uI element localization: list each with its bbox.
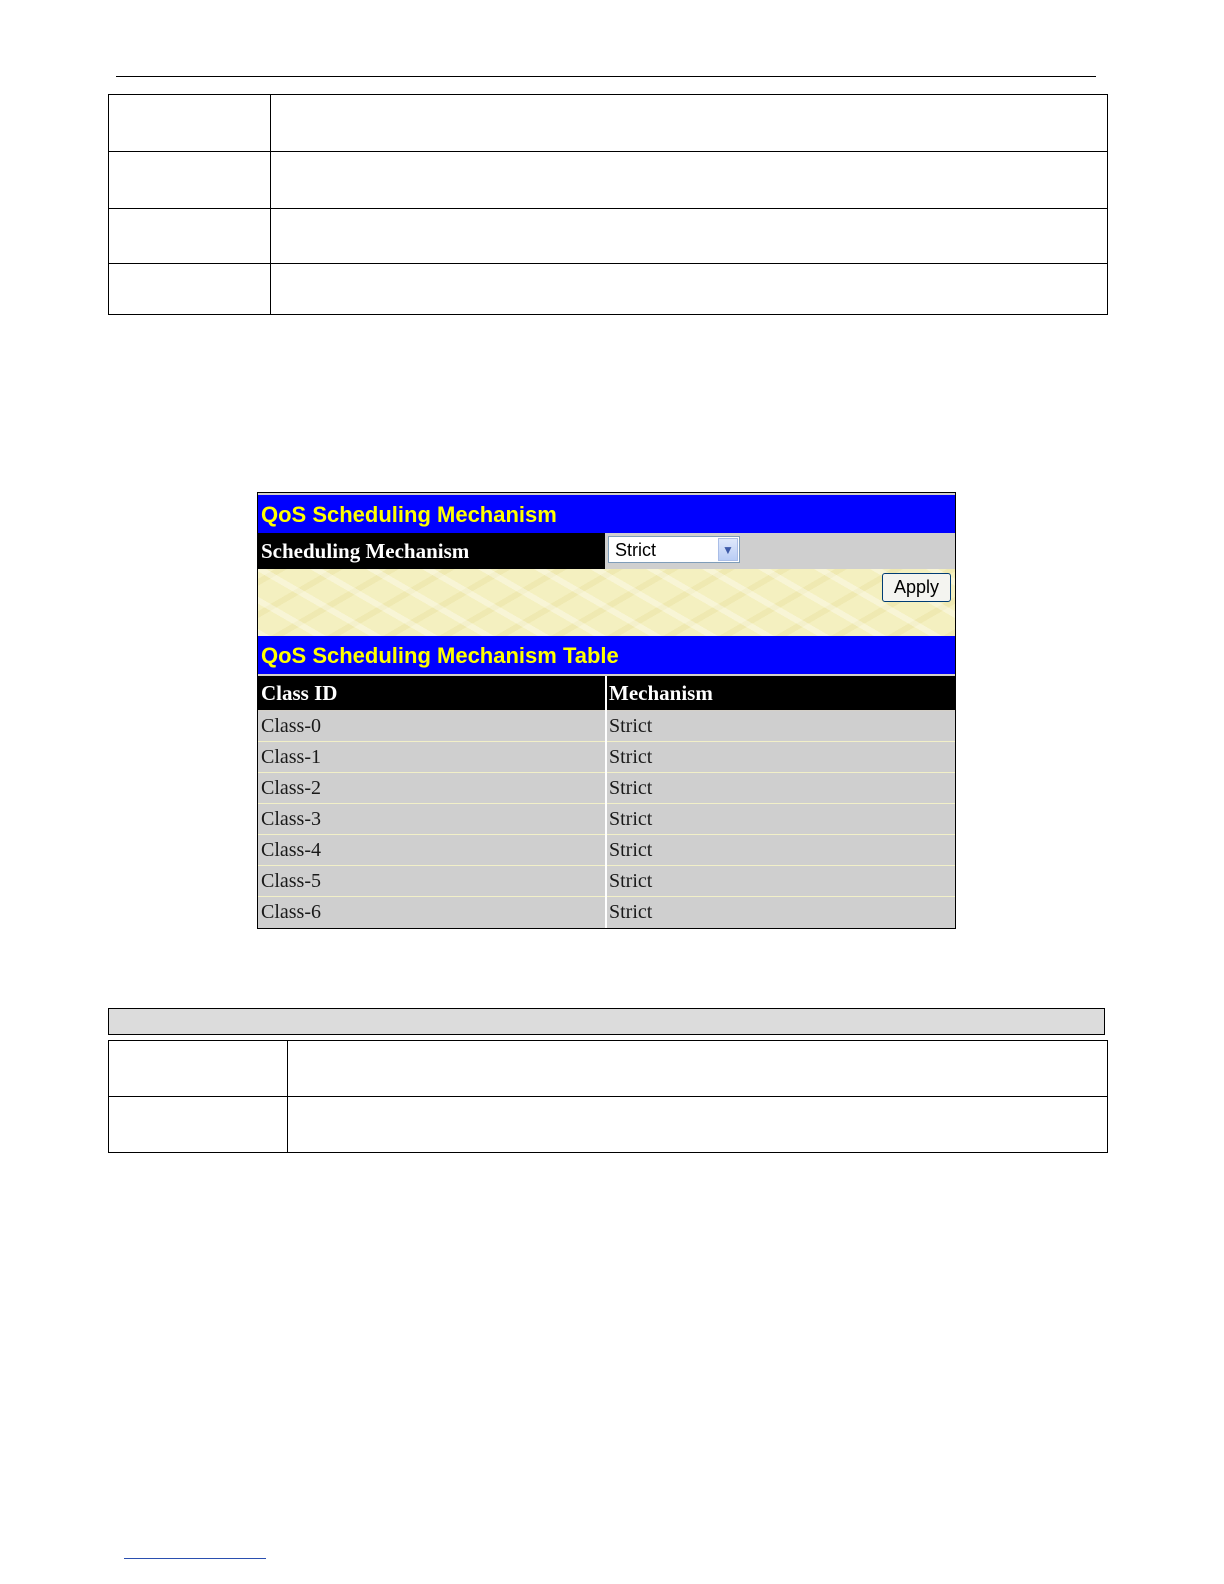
scheduling-row [258, 533, 955, 569]
mechanism-cell: Strict [609, 870, 653, 892]
page-header-rule [116, 76, 1096, 77]
class-id-cell: Class-4 [261, 839, 321, 861]
column-divider [605, 676, 607, 928]
mechanism-cell: Strict [609, 777, 653, 799]
scheduling-mechanism-select[interactable] [608, 536, 740, 563]
column-header-mechanism: Mechanism [609, 681, 713, 705]
table-title: QoS Scheduling Mechanism Table [261, 643, 619, 668]
scheduling-label-cell [258, 533, 605, 569]
mechanism-cell: Strict [609, 901, 653, 923]
panel-title: QoS Scheduling Mechanism [261, 502, 557, 527]
selected-value: Strict [615, 540, 657, 560]
column-header-class-id: Class ID [261, 681, 338, 705]
mechanism-cell: Strict [609, 746, 653, 768]
table-row [109, 152, 1108, 209]
table-caption-bar [108, 1008, 1105, 1035]
class-id-cell: Class-0 [261, 715, 321, 737]
class-id-cell: Class-6 [261, 901, 321, 923]
mechanism-cell: Strict [609, 808, 653, 830]
apply-area [258, 569, 955, 636]
table-row [109, 95, 1108, 152]
class-id-cell: Class-5 [261, 870, 321, 892]
scheduling-label: Scheduling Mechanism [261, 539, 470, 563]
class-id-cell: Class-3 [261, 808, 321, 830]
qos-scheduling-panel [257, 492, 956, 929]
table-row [109, 209, 1108, 264]
apply-button[interactable]: Apply [882, 573, 951, 602]
parameter-table-top [108, 94, 1108, 315]
table-title-bar [258, 636, 955, 674]
chevron-down-icon[interactable]: ▼ [718, 538, 738, 561]
table-row [109, 1041, 1108, 1097]
parameter-table-bottom [108, 1040, 1108, 1153]
footer-link-underline[interactable] [124, 1558, 266, 1559]
mechanism-cell: Strict [609, 715, 653, 737]
table-row [109, 264, 1108, 315]
table-row [109, 1097, 1108, 1153]
mechanism-cell: Strict [609, 839, 653, 861]
class-id-cell: Class-1 [261, 746, 321, 768]
panel-title-bar [258, 495, 955, 533]
class-id-cell: Class-2 [261, 777, 321, 799]
